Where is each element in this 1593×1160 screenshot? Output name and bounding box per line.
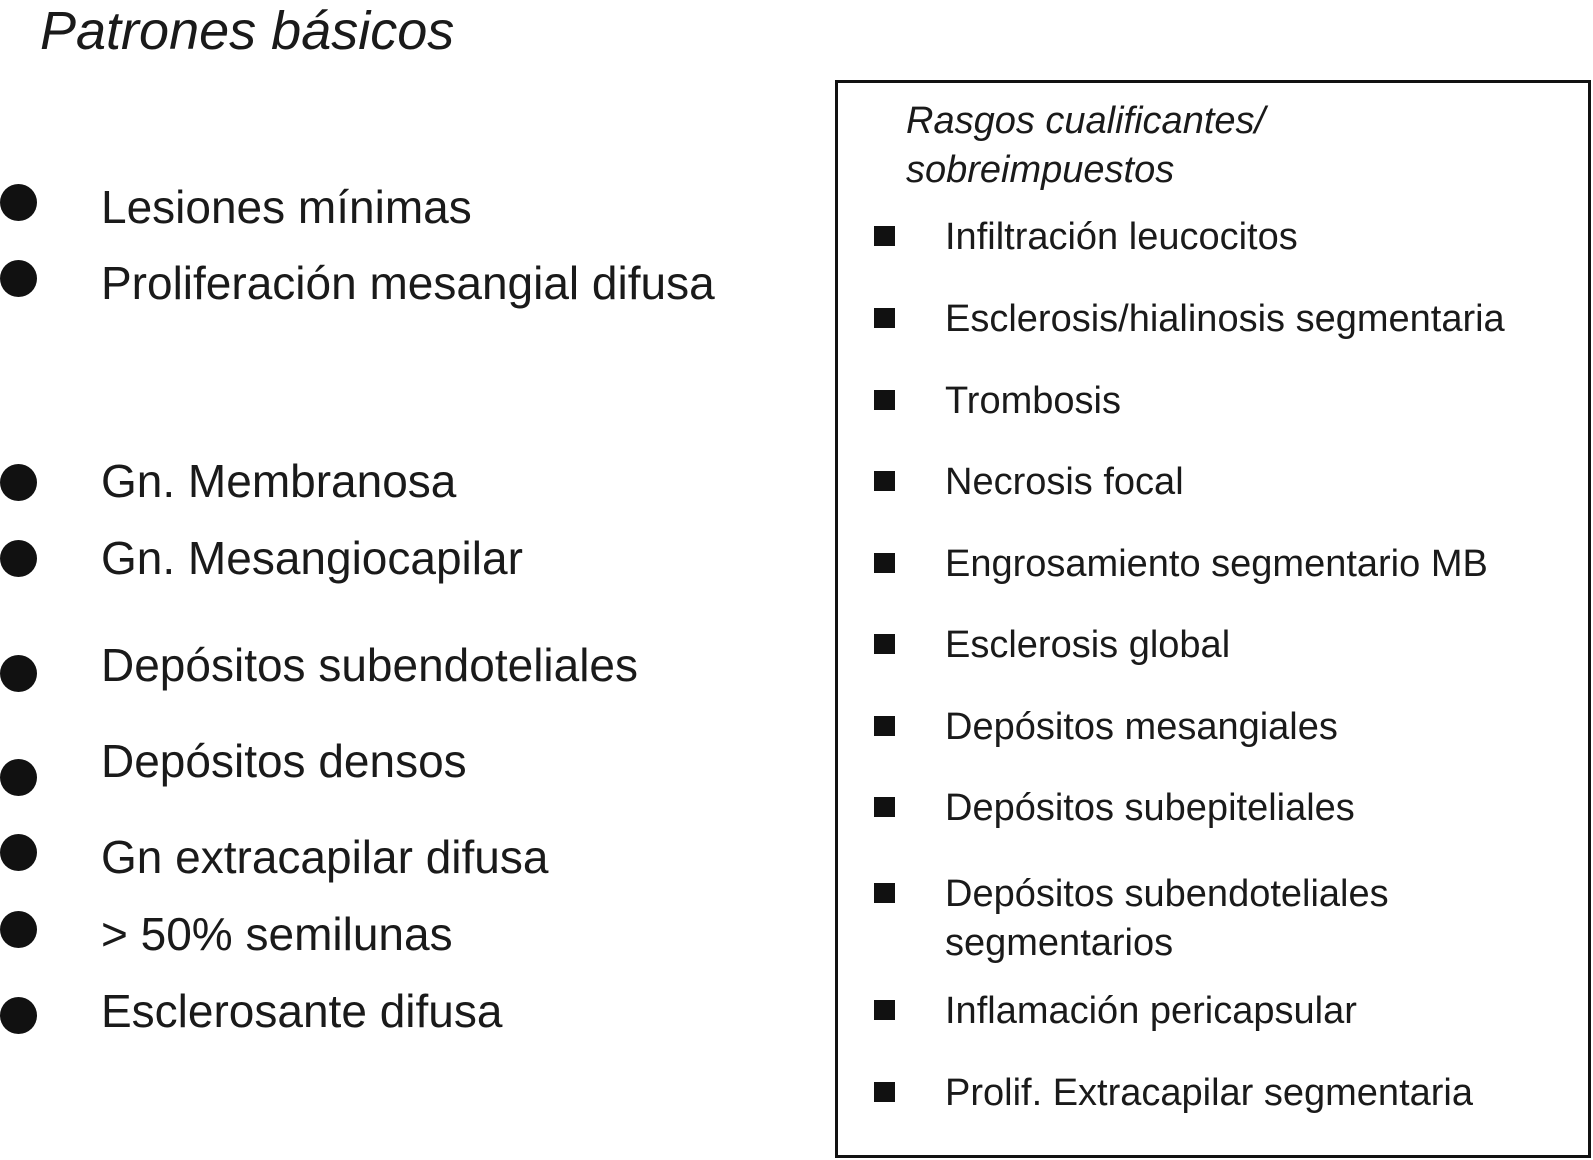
bullet-dot-icon [0,260,37,297]
diagram-title: Patrones básicos [40,1,455,61]
qualifying-feature-label [945,377,1121,426]
bullet-dot-icon [0,759,37,796]
bullet-square-icon [874,716,895,736]
bullet-square-icon [874,308,895,328]
feature-label-line: Infiltración leucocitos [945,216,1298,258]
feature-label-line: Depósitos mesangiales [945,706,1338,748]
qualifying-feature-label [945,703,1338,752]
feature-label-line: Depósitos subendoteliales [945,873,1389,915]
bullet-square-icon [874,797,895,817]
feature-label-line: segmentarios [945,922,1174,965]
qualifying-feature-label [945,784,1355,833]
basic-pattern-label: Lesiones mínimas [101,181,472,233]
bullet-dot-icon [0,184,37,221]
basic-pattern-label: Depósitos subendoteliales [101,639,639,691]
basic-pattern-label: Gn extracapilar difusa [101,831,549,883]
qualifying-feature-label [945,295,1505,344]
feature-label-line: Esclerosis/hialinosis segmentaria [945,298,1505,340]
heading-line: Rasgos cualificantes/ [906,100,1266,142]
feature-label-line: Depósitos subepiteliales [945,787,1355,829]
basic-pattern-label: > 50% semilunas [101,908,453,960]
basic-pattern-label: Gn. Membranosa [101,455,457,507]
feature-label-line: Prolif. Extracapilar segmentaria [945,1072,1473,1114]
feature-label-line: Engrosamiento segmentario MB [945,543,1488,585]
bullet-dot-icon [0,540,37,577]
qualifying-feature-label [945,458,1184,507]
feature-label-line: Necrosis focal [945,461,1184,503]
feature-label-line: Inflamación pericapsular [945,990,1357,1032]
qualifying-feature-label [945,870,1389,969]
bullet-dot-icon [0,655,37,692]
qualifying-feature-label [945,621,1230,670]
qualifying-features-list [838,83,1588,1155]
basic-pattern-label: Proliferación mesangial difusa [101,257,715,309]
qualifying-feature-label [945,213,1298,262]
heading-line: sobreimpuestos [906,149,1175,192]
bullet-square-icon [874,390,895,410]
bullet-square-icon [874,1000,895,1020]
bullet-square-icon [874,883,895,903]
bullet-square-icon [874,226,895,246]
qualifying-feature-label [945,987,1357,1036]
bullet-dot-icon [0,464,37,501]
bullet-square-icon [874,1082,895,1102]
qualifying-features-box [835,80,1591,1158]
bullet-square-icon [874,553,895,573]
bullet-square-icon [874,471,895,491]
qualifying-feature-label [945,540,1488,589]
bullet-dot-icon [0,834,37,871]
feature-label-line: Esclerosis global [945,624,1231,666]
feature-label-line: Trombosis [945,380,1121,422]
bullet-dot-icon [0,997,37,1034]
basic-pattern-label: Gn. Mesangiocapilar [101,532,523,584]
basic-pattern-label: Esclerosante difusa [101,985,503,1037]
basic-pattern-label: Depósitos densos [101,735,467,787]
bullet-square-icon [874,634,895,654]
qualifying-feature-label [945,1069,1473,1118]
bullet-dot-icon [0,911,37,948]
